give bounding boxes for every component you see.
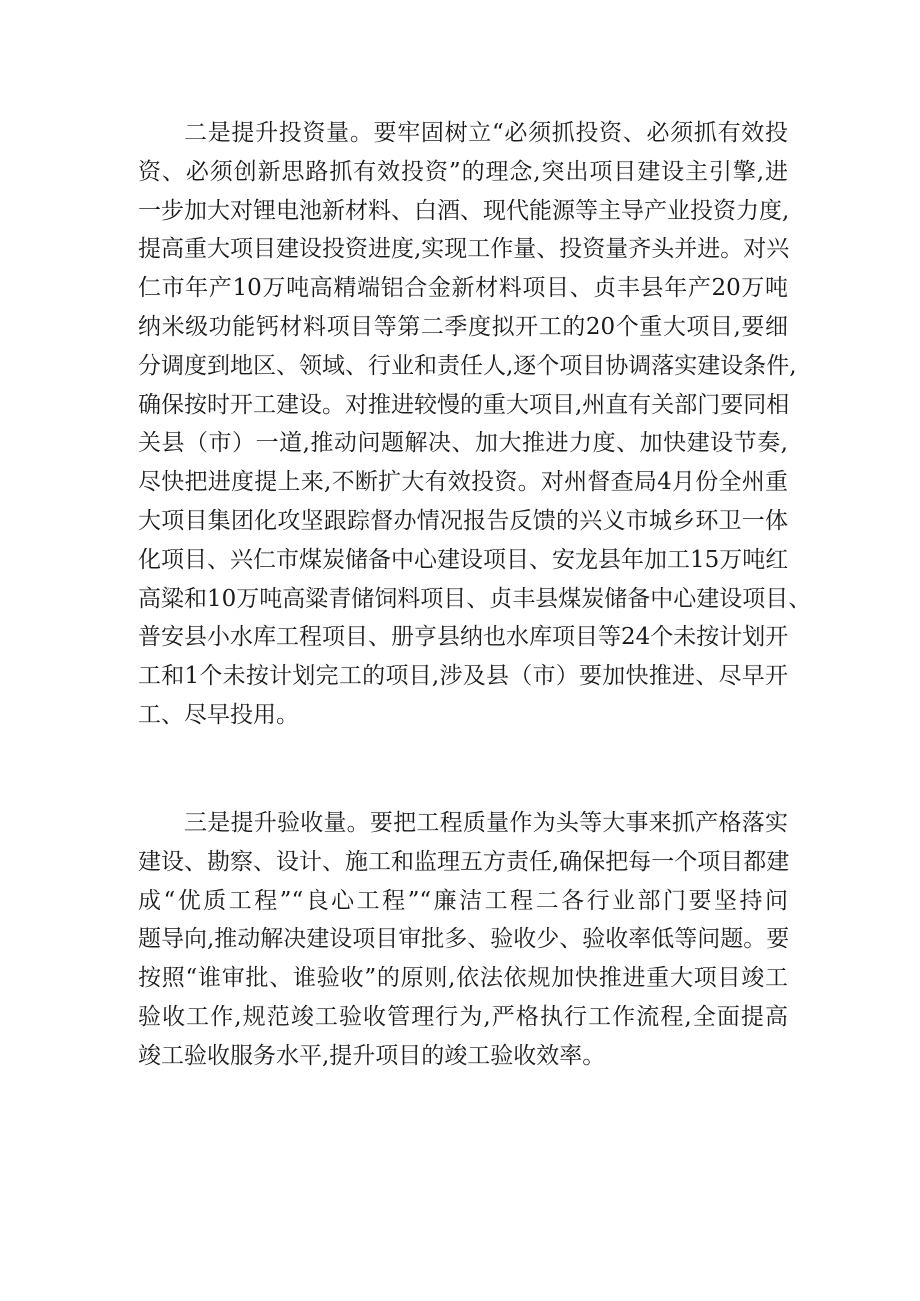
paragraph-line: 纳米级功能钙材料项目等第二季度拟开工的20个重大项目,要细 [138, 313, 788, 340]
paragraph-line: 成“优质工程”“良心工程”“廉洁工程二各行业部门要坚持问 [138, 887, 788, 914]
paragraph-line: 高粱和10万吨高粱青储饲料项目、贞丰县煤炭储备中心建设项目、 [138, 585, 812, 612]
paragraph-line: 确保按时开工建设。对推进较慢的重大项目,州直有关部门要同相 [138, 391, 790, 418]
paragraph-line: 工、尽早投用。 [138, 701, 299, 728]
paragraph-line: 建设、勘察、设计、施工和监理五方责任,确保把每一个项目都建 [138, 848, 790, 875]
paragraph-line: 按照“谁审批、谁验收”的原则,依法依规加快推进重大项目竣工 [138, 965, 788, 992]
paragraph-line: 尽快把进度提上来,不断扩大有效投资。对州督查局4月份全州重 [138, 469, 788, 496]
paragraph-line: 分调度到地区、领域、行业和责任人,逐个项目协调落实建设条件, [138, 352, 797, 379]
paragraph-line: 普安县小水库工程项目、册亨县纳也水库项目等24个未按计划开 [138, 624, 789, 651]
paragraph-line: 一步加大对锂电池新材料、白酒、现代能源等主导产业投资力度, [138, 197, 790, 224]
paragraph-line: 提高重大项目建设投资进度,实现工作量、投资量齐头并进。对兴 [138, 236, 790, 263]
paragraph-line: 二是提升投资量。要牢固树立“必须抓投资、必须抓有效投 [184, 120, 788, 146]
paragraph-line: 化项目、兴仁市煤炭储备中心建设项目、安龙县年加工15万吨红 [138, 546, 789, 573]
paragraph-line: 仁市年产10万吨高精端铝合金新材料项目、贞丰县年产20万吨 [138, 275, 788, 302]
paragraph-line: 三是提升验收量。要把工程质量作为头等大事来抓产格落实 [184, 810, 788, 836]
paragraph-line: 验收工作,规范竣工验收管理行为,严格执行工作流程,全面提高 [138, 1003, 788, 1030]
paragraph-line: 题导向,推动解决建设项目审批多、验收少、验收率低等问题。要 [138, 926, 790, 953]
paragraph-acceptance [138, 804, 788, 1076]
paragraph-investment [138, 114, 812, 735]
paragraph-line: 竣工验收服务水平,提升项目的竣工验收效率。 [138, 1042, 606, 1069]
paragraph-line: 工和1个未按计划完工的项目,涉及县（市）要加快推进、尽早开 [138, 663, 788, 690]
paragraph-line: 关县（市）一道,推动问题解决、加大推进力度、加快建设节奏, [138, 430, 788, 457]
paragraph-line: 资、必须创新思路抓有效投资”的理念,突出项目建设主引擎,进 [138, 158, 788, 185]
paragraph-line: 大项目集团化攻坚跟踪督办情况报告反馈的兴义市城乡环卫一体 [138, 507, 788, 534]
